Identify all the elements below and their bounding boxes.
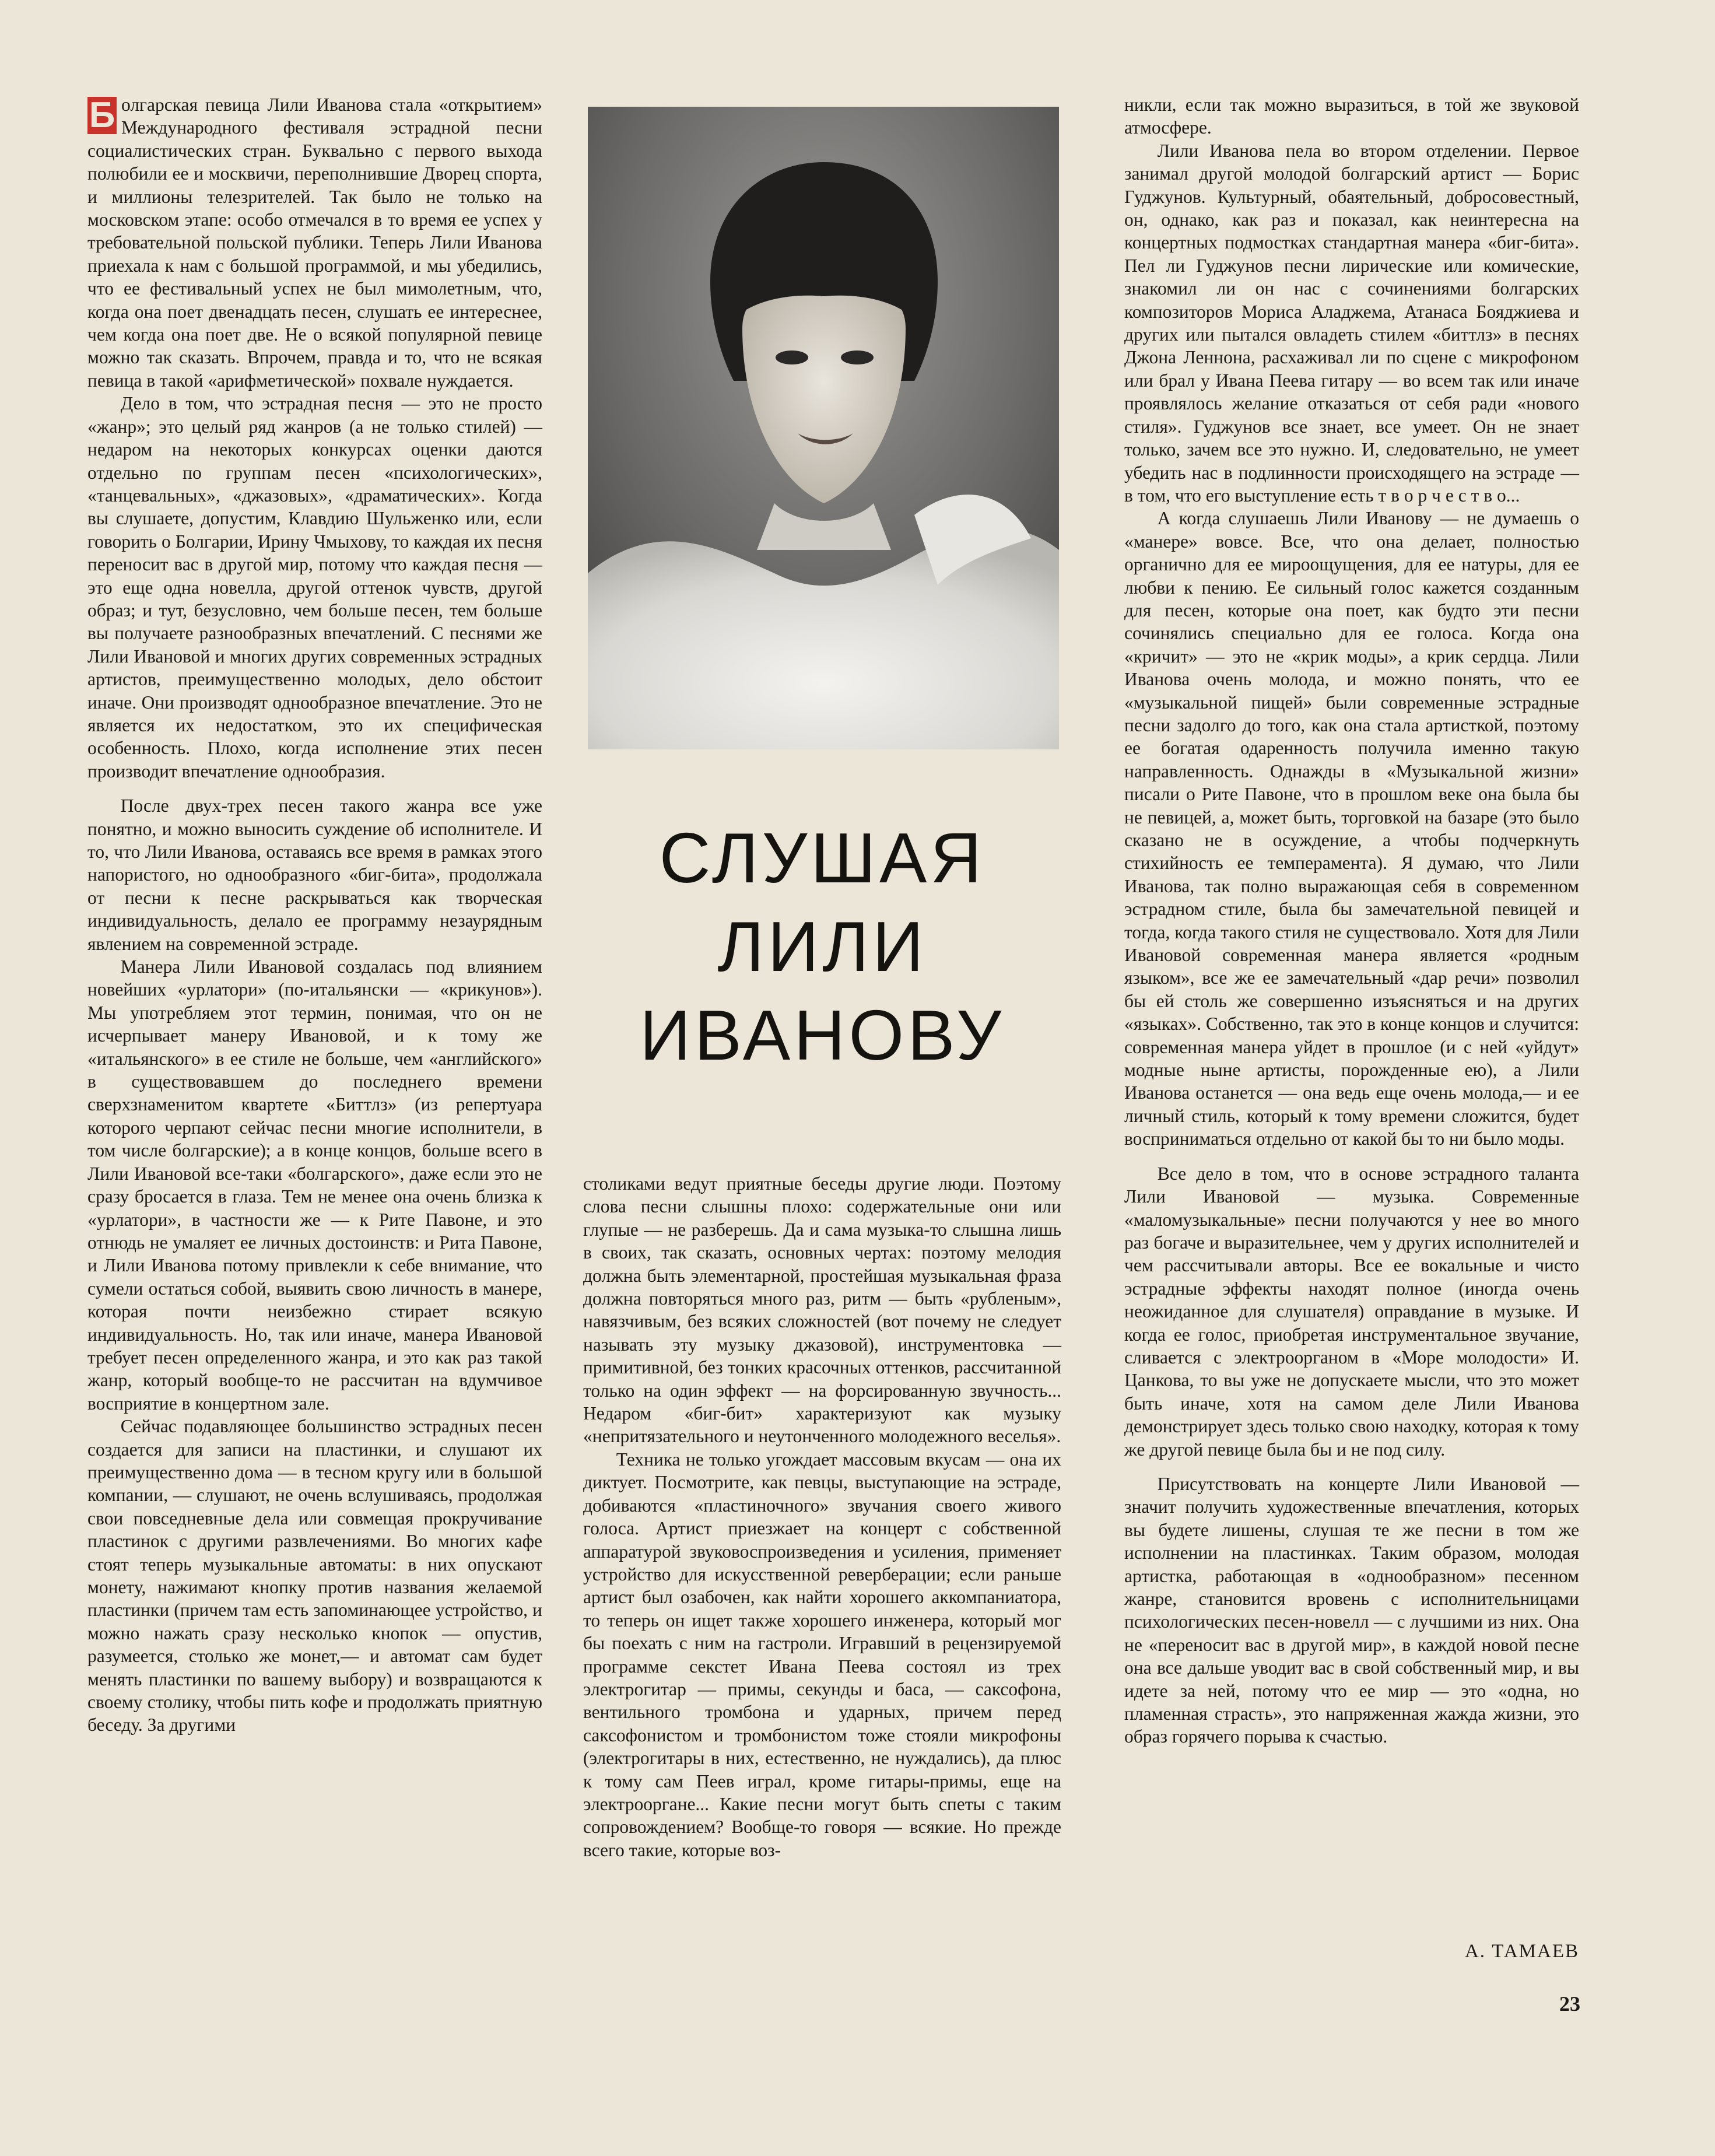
page-number: 23 (1559, 1992, 1580, 2015)
paragraph: Все дело в том, что в основе эстрадного таланта Лили Ивановой — музыка. Современные «маломузыкальные» песни получаются у нее во много раз богаче и выразительнее, чем у других исполнителей и чем рассчитывали авторы. Все ее вокальные и чисто эстрадные эффекты находят полное (иногда очень неожиданное для слушателя) оправдание в музыке. И когда ее голос, приобретая инструментальное звучание, сливается с электрооргaном в «Море молодости» И. Цанкова, то вы уже не допускаете мысли, что это может быть иначе, хотя на самом деле Лили Иванова демонстрирует здесь только свою находку, которая к тому же другой певице была бы и не под силу. (1124, 1163, 1579, 1460)
title-line: ИВАНОВУ (639, 995, 1005, 1075)
paragraph: Сейчас подавляющее большинство эстрадных песен создается для записи на пластинки, и слушают их преимущественно дома — в тесном кругу или в большой компании, — слушают, не очень вслушиваясь, продолжая свои повседневные дела или совмещая прокручивание пластинок с другими развлечениями. Во многих кафе стоят теперь музыкальные автоматы: в них опускают монету, нажимают кнопку против названия желаемой пластинки (причем там есть запоминающее устройство, и можно нажать сразу несколько кнопок — опустив, разумеется, столько же монет,— и автомат сам будет менять пластинки по вашему выбору) и возвращаются к своему столику, чтобы пить кофе и продолжать приятную беседу. За другими (87, 1416, 542, 1736)
portrait-image (588, 107, 1059, 749)
paragraph: столиками ведут приятные беседы другие люди. Поэтому слова песни слышны плохо: содержательные они или глупые — не разберешь. Да и сама музыка-то слышна лишь в своих, так сказать, основных чертах: поэтому мелодия должна быть элементарной, простейшая музыкальная фраза должна повторяться много раз, ритм — быть «рубленым», навязчивым, без всяких сложностей (вот почему не следует называть эту музыку джазовой), инструментовка — примитивной, без тонких красочных оттенков, рассчитанной только на один эффект — на форсированную звучность... Недаром «биг-бит» характеризуют как музыку «непритязательного и неутонченного молодежного веселья». (583, 1173, 1061, 1447)
drop-cap: Б (87, 97, 117, 134)
paragraph (87, 93, 542, 392)
paragraph: Техника не только угождает массовым вкусам — она их диктует. Посмотрите, как певцы, выступающие на эстраде, добиваются «пластиночного» звучания своего живого голоса. Артист приезжает на концерт с собственной аппаратурой звуковоспроизведения и усиления, применяет устройство для искусственной реверберации; если раньше артист был озабочен, как найти хорошего аккомпаниатора, то теперь он ищет также хорошего инженера, который мог бы поехать с ним на гастроли. Игравший в рецензируемой программе секстет Ивана Пеева состоял из трех электрогитар — примы, секунды и баса, — саксофона, вентильного тромбона и ударных, причем перед саксофонистом и тромбонистом тоже стояли микрофоны (электрогитары в них, естественно, не нуждались), да плюс к тому сам Пеев играл, кроме гитары-примы, еще на электрооргане... Какие песни могут быть спеты с таким сопровождением? Вообще-то говоря — всякие. Но прежде всего такие, которые воз- (583, 1449, 1061, 1860)
paragraph: А когда слушаешь Лили Иванову — не думаешь о «манере» вовсе. Все, что она делает, полностью органично для ее мироощущения, для ее натуры, для ее любви к пению. Ее сильный голос кажется созданным для песен, которые она поет, как будто эти песни сочинялись специально для ее голоса. Когда она «кричит» — это не «крик моды», а крик сердца. Лили Иванова очень молода, и можно понять, что ее «музыкальной пищей» были современные эстрадные песни задолго до того, как она стала артисткой, поэтому ее богатая одаренность получила именно такую направленность. Однажды в «Музыкальной жизни» писали о Рите Павоне, что в прошлом веке она была бы не певицей, а, может быть, торговкой на базаре (это было сказано не в осуждение, а чтобы подчеркнуть стихийность ее темперамента). Я думаю, что Лили Иванова, так полно выражающая себя в современном эстрадном стиле, была бы замечательной певицей и тогда, когда такого стиля не существовало. Хотя для Лили Ивановой современная манера является «родным языком», все же ее замечательный «дар речи» позволил бы ей столь же совершенно изъясняться и на других «языках». Собственно, так это в конце концов и случится: современная манера уйдет в прошлое (и с ней «уйдут» модные ныне артисты, порожденные ею), а Лили Иванова останется — она ведь еще очень молода,— и ее личный стиль, который к тому времени сложится, будет восприниматься отдельно от какой бы то ни было моды. (1124, 508, 1579, 1149)
left-column (87, 93, 542, 1737)
singer-portrait-photo (588, 107, 1059, 749)
author-signature: А. ТАМАЕВ (1464, 1941, 1579, 1962)
paragraph-text: олгарская певица Лили Иванова стала «открытием» Международного фестиваля эстрадной песни социалистических стран. Буквально с первого выхода полюбили ее и москвичи, переполнившие Дворец спорта, и миллионы телезрителей. Так было не только на московском этапе: особо отмечался в то время ее успех у требовательной польской публики. Теперь Лили Иванова приехала к нам с большой программой, и мы убедились, что ее фестивальный успех не был мимолетным, что, когда она поет двенадцать песен, слушать ее интереснее, чем когда она поет две. Не о всякой популярной певице можно так сказать. Впрочем, правда и то, что не всякая певица в такой «арифметической» похвале нуждается. (87, 94, 542, 391)
title-line: СЛУШАЯ (659, 818, 985, 898)
paragraph: Лили Иванова пела во втором отделении. Первое занимал другой молодой болгарский артист — Борис Гуджунов. Культурный, обаятельный, добросовестный, он, однако, как раз и показал, как неинтересна на концертных подмостках стандартная манера «биг-бита». Пел ли Гуджунов песни лирические или комические, знакомил ли он нас с сочинениями болгарских композиторов Мориса Аладжема, Атанаса Бояджиева и других или пытался овладеть стилем «биттлз» в песнях Джона Леннона, расхаживал ли по сцене с микрофоном или брал у Ивана Пеева гитару — во всем так или иначе проявлялось желание отказаться от себя ради «нового стиля». Гуджунов все знает, все умеет. Он не знает только, зачем все это нужно. И, следовательно, не умеет убедить нас в подлинности происходящего на эстраде — в том, что его выступление есть т в о р ч е с т в о... (1124, 140, 1579, 506)
paragraph: Манера Лили Ивановой создалась под влиянием новейших «урлатори» (по-итальянски — «крикунов»). Мы употребляем этот термин, понимая, что он не исчерпывает манеру Ивановой, и к тому же «итальянского» в ее стиле не больше, чем «английского» в существовавшем до последнего времени сверхзнаменитом квартете «Биттлз» (из репертуара которого черпают сейчас песни многие исполнители, в том числе болгарские); а в конце концов, больше всего в Лили Ивановой все-таки «болгарского», даже если это не сразу бросается в глаза. Тем не менее она очень близка к «урлатори», в частности же — к Рите Павоне, и это отнюдь не умаляет ее личных достоинств: и Рита Павоне, и Лили Иванова потому привлекли к себе внимание, что сумели остаться собой, выявить свою личность в манере, которая почти неизбежно стирает всякую индивидуальность. Но, так или иначе, манера Ивановой требует песен определенного жанра, и это как раз такой жанр, который вообще-то не рассчитан на вдумчивое восприятие в концертном зале. (87, 956, 542, 1414)
paragraph: Дело в том, что эстрадная песня — это не просто «жанр»; это целый ряд жанров (а не только стилей) — недаром на некоторых конкурсах оценки даются отдельно по группам песен «психологических», «танцевальных», «джазовых», «драматических». Когда вы слушаете, допустим, Клавдию Шульженко или, если говорить о Болгарии, Ирину Чмыхову, то каждая их песня переносит вас в другой мир, потому что каждая песня — это еще одна новелла, другой оттенок чувств, другой образ; и тут, безусловно, чем больше песен, тем больше вы получаете разнообразных впечатлений. С песнями же Лили Ивановой и многих других современных эстрадных артистов, преимущественно молодых, дело обстоит иначе. Они производят однообразное впечатление. Это не является их недостатком, это их специфическая особенность. Плохо, когда исполнение этих песен производит впечатление однообразия. (87, 393, 542, 781)
right-column (1124, 93, 1579, 1748)
article-title (583, 814, 1061, 1079)
paragraph: Присутствовать на концерте Лили Ивановой — значит получить художественные впечатления, которых вы будете лишены, слушая те же песни в том же исполнении на пластинках. Таким образом, молодая артистка, работающая в «однообразном» песенном жанре, становится вровень с исполнительницами психологических песен-новелл — с лучшими из них. Она не «переносит вас в другой мир», в каждой новой песне она все дальше уводит вас в свой собственный мир, и вы идете за ней, потому что ее мир — это «одна, но пламенная страсть», это напряженная жажда жизни, это образ горячего порыва к счастью. (1124, 1473, 1579, 1747)
paragraph: После двух-трех песен такого жанра все уже понятно, и можно выносить суждение об исполнителе. И то, что Лили Иванова, оставаясь все время в рамках этого напористого, но однообразного «биг-бита», продолжала от песни к песне раскрываться как творческая индивидуальность, делало ее программу незаурядным явлением на современной эстраде. (87, 795, 542, 954)
paragraph: никли, если так можно выразиться, в той же звуковой атмосфере. (1124, 94, 1579, 138)
title-line: ЛИЛИ (717, 907, 927, 986)
middle-column (583, 1172, 1061, 1861)
